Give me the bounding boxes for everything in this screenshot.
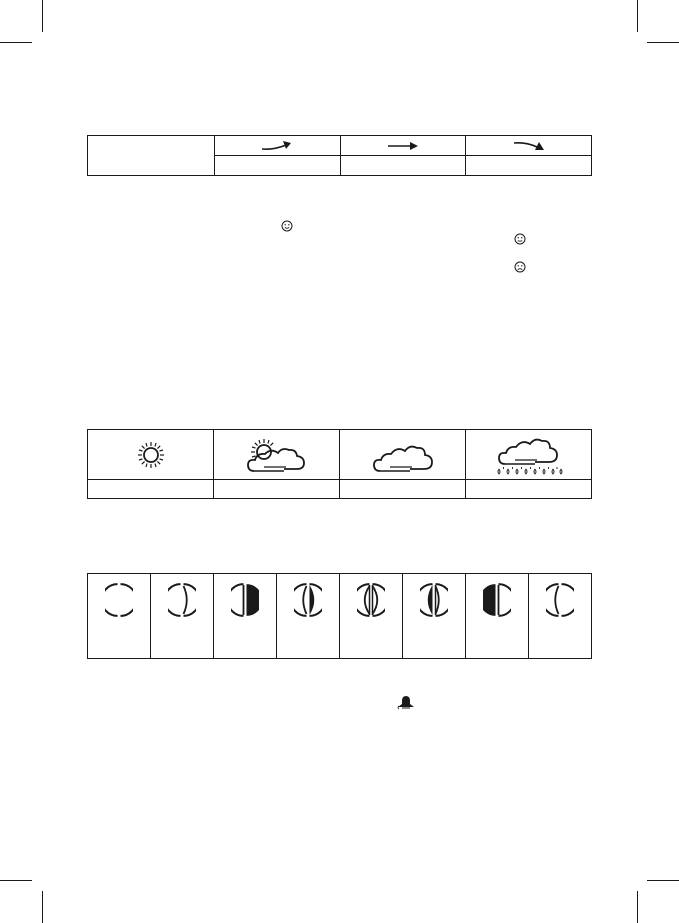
weather-partly-cloudy-label: [214, 480, 340, 499]
last-quarter-icon: [483, 582, 511, 618]
crop-mark: [42, 891, 43, 923]
full-moon-icon: [357, 582, 385, 618]
moon-phase-cell: [466, 574, 529, 659]
sun-cloud-icon: [244, 436, 310, 474]
moon-phase-cell: [403, 574, 466, 659]
smiley-happy-icon: [281, 220, 293, 232]
crop-mark: [0, 880, 32, 881]
weather-sunny-label: [88, 480, 214, 499]
waning-gibbous-icon: [420, 582, 448, 618]
moon-phase-cell: [529, 574, 592, 659]
weather-rainy-label: [466, 480, 592, 499]
waning-crescent-icon: [546, 582, 574, 618]
moon-phase-cell: [151, 574, 214, 659]
crop-mark: [0, 42, 32, 43]
moon-phase-cell: [277, 574, 340, 659]
trend-steady-label: [340, 156, 466, 176]
moon-phase-cell: [214, 574, 277, 659]
crop-mark: [647, 880, 679, 881]
first-quarter-icon: [231, 582, 259, 618]
crop-mark: [42, 0, 43, 32]
moon-phase-table: [87, 573, 592, 659]
trend-falling-label: [466, 156, 592, 176]
weather-partly-cloudy-cell: [214, 430, 340, 480]
cloud-icon: [370, 436, 436, 474]
weather-cloudy-cell: [340, 430, 466, 480]
trend-table: [87, 135, 592, 176]
cloud-rain-icon: [491, 434, 567, 476]
weather-sunny-cell: [88, 430, 214, 480]
crop-mark: [637, 0, 638, 32]
weather-cloudy-label: [340, 480, 466, 499]
smiley-sad-icon: [514, 261, 526, 273]
smiley-neutral-icon: [514, 233, 526, 245]
weather-rainy-cell: [466, 430, 592, 480]
trend-falling-cell: [466, 136, 592, 156]
arrow-right-icon: [386, 140, 420, 152]
trend-header-cell: [88, 136, 215, 176]
arrow-up-right-icon: [260, 140, 294, 152]
sun-icon: [136, 440, 166, 470]
moon-phase-cell: [340, 574, 403, 659]
crop-mark: [647, 42, 679, 43]
new-moon-icon: [105, 582, 133, 618]
weather-forecast-table: [87, 429, 592, 499]
arrow-down-right-icon: [512, 140, 546, 152]
waxing-crescent-icon: [168, 582, 196, 618]
crop-mark: [637, 891, 638, 923]
trend-rising-label: [215, 156, 341, 176]
trend-steady-cell: [340, 136, 466, 156]
trend-rising-cell: [215, 136, 341, 156]
bell-icon: [396, 695, 416, 711]
waxing-gibbous-icon: [294, 582, 322, 618]
moon-phase-cell: [88, 574, 151, 659]
